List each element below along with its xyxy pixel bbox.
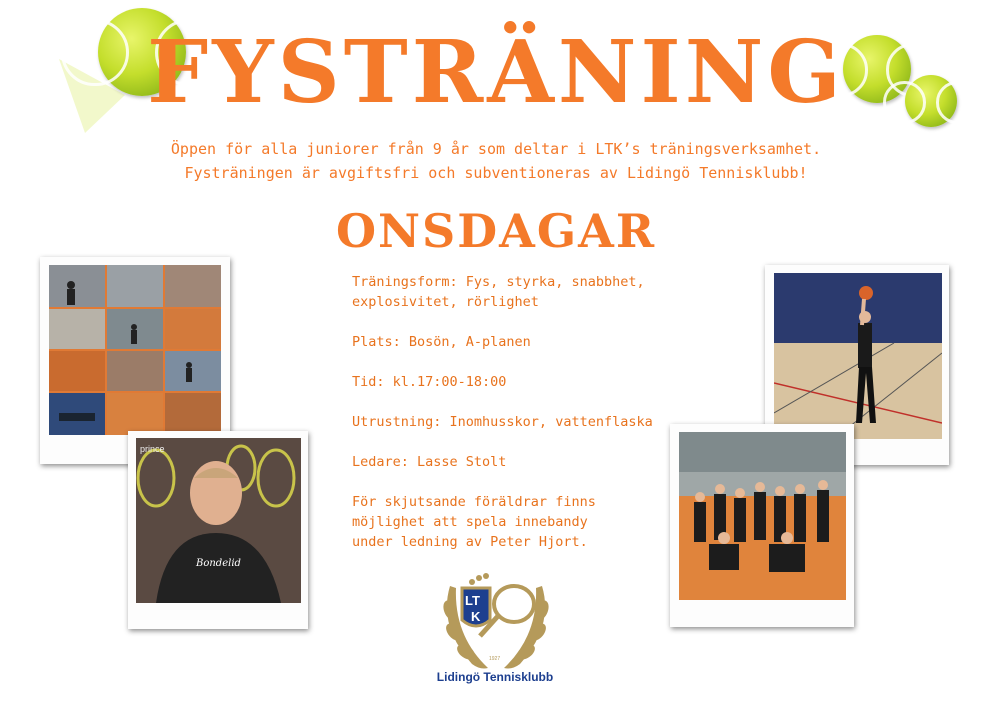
time: Tid: kl.17:00-18:00 xyxy=(352,374,507,390)
photo-leader xyxy=(128,431,308,629)
training-form: Träningsform: Fys, styrka, snabbhet, explosivitet, rörlighet xyxy=(352,274,645,310)
intro-text xyxy=(0,137,992,185)
group-image xyxy=(679,432,846,600)
logo-letters: K xyxy=(471,609,481,624)
intro-line: Öppen för alla juniorer från 9 år som deltar i LTK’s träningsverksamhet. xyxy=(170,140,822,158)
basketball-image xyxy=(774,273,942,439)
club-name: Lidingö Tennisklubb xyxy=(436,670,554,684)
equipment: Utrustning: Inomhusskor, vattenflaska xyxy=(352,414,653,430)
logo-year: 1927 xyxy=(489,656,501,662)
shirt-text: Bondelid xyxy=(196,558,241,569)
info-block xyxy=(352,272,692,572)
photo-group xyxy=(670,424,854,627)
place: Plats: Bosön, A-planen xyxy=(352,334,531,350)
intro-line: Fysträningen är avgiftsfri och subventioneras av Lidingö Tennisklubb! xyxy=(184,164,808,182)
collage-image xyxy=(49,265,221,435)
page-title: FYSTRÄNING xyxy=(147,22,845,123)
leader-image xyxy=(136,438,301,603)
parents-note: För skjutsande föräldrar finns möjlighet att spela innebandy under ledning av Peter Hjort. xyxy=(352,494,596,550)
racket-brand-text: prince xyxy=(140,444,165,454)
logo-letters: LT xyxy=(465,593,480,608)
leader: Ledare: Lasse Stolt xyxy=(352,454,507,470)
day-heading: ONSDAGAR xyxy=(335,204,657,258)
